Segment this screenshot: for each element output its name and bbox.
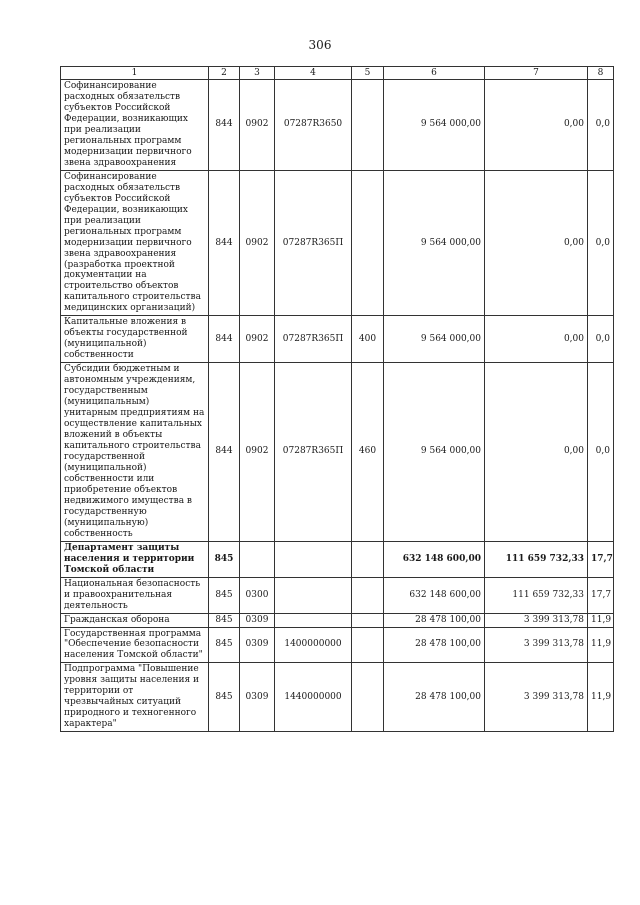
row-col3: 0309 (240, 663, 275, 732)
row-col8: 0,0 (588, 170, 614, 316)
row-col3: 0309 (240, 613, 275, 627)
row-name: Государственная программа "Обеспечение безопасности населения Томской области" (61, 627, 209, 663)
header-cell: 6 (384, 67, 485, 80)
header-row (61, 67, 614, 80)
row-col8: 0,0 (588, 316, 614, 363)
row-name: Подпрограмма "Повышение уровня защиты населения и территории от чрезвычайных ситуаций природного и техногенного характера" (61, 663, 209, 732)
row-col8: 11,9 (588, 613, 614, 627)
table-row (61, 663, 614, 732)
row-col7: 3 399 313,78 (485, 663, 588, 732)
header-cell: 7 (485, 67, 588, 80)
row-col8: 17,7 (588, 577, 614, 613)
row-col2: 845 (209, 663, 240, 732)
table-row (61, 613, 614, 627)
row-col4: 1440000000 (275, 663, 352, 732)
row-col6: 9 564 000,00 (384, 316, 485, 363)
row-name: Гражданская оборона (61, 613, 209, 627)
row-col3 (240, 541, 275, 577)
header-cell: 5 (352, 67, 384, 80)
row-col4: 07287R365П (275, 316, 352, 363)
header-cell: 8 (588, 67, 614, 80)
row-col5 (352, 80, 384, 171)
row-col2: 844 (209, 316, 240, 363)
header-cell: 4 (275, 67, 352, 80)
row-col6: 9 564 000,00 (384, 363, 485, 542)
row-col5 (352, 541, 384, 577)
row-col5: 460 (352, 363, 384, 542)
row-col4: 1400000000 (275, 627, 352, 663)
row-col6: 28 478 100,00 (384, 613, 485, 627)
row-col2: 845 (209, 577, 240, 613)
row-col6: 28 478 100,00 (384, 627, 485, 663)
row-col7: 111 659 732,33 (485, 541, 588, 577)
row-col4 (275, 541, 352, 577)
row-col5 (352, 663, 384, 732)
row-col5: 400 (352, 316, 384, 363)
row-col2: 844 (209, 170, 240, 316)
row-col7: 0,00 (485, 80, 588, 171)
row-col3: 0902 (240, 170, 275, 316)
table-row (61, 316, 614, 363)
row-col5 (352, 613, 384, 627)
row-col4: 07287R365П (275, 170, 352, 316)
row-col2: 845 (209, 613, 240, 627)
row-col8: 17,7 (588, 541, 614, 577)
row-col4 (275, 613, 352, 627)
row-name: Софинансирование расходных обязательств субъектов Российской Федерации, возникающих при реализации региональных программ модернизации первичного звена здравоохранения (разработка проектной документации на строительство объектов капитального строительства медицинских организаций) (61, 170, 209, 316)
table-row (61, 363, 614, 542)
row-col2: 844 (209, 80, 240, 171)
row-col6: 9 564 000,00 (384, 170, 485, 316)
row-col8: 0,0 (588, 363, 614, 542)
row-col5 (352, 627, 384, 663)
row-col8: 11,9 (588, 663, 614, 732)
row-name: Софинансирование расходных обязательств субъектов Российской Федерации, возникающих при реализации региональных программ модернизации первичного звена здравоохранения (61, 80, 209, 171)
row-col4: 07287R365П (275, 363, 352, 542)
row-col4: 07287R3650 (275, 80, 352, 171)
header-cell: 1 (61, 67, 209, 80)
page-number: 306 (308, 38, 332, 52)
row-col5 (352, 170, 384, 316)
row-col4 (275, 577, 352, 613)
row-col3: 0902 (240, 316, 275, 363)
row-col2: 845 (209, 627, 240, 663)
row-col3: 0902 (240, 80, 275, 171)
row-col8: 11,9 (588, 627, 614, 663)
row-col7: 3 399 313,78 (485, 613, 588, 627)
row-col6: 9 564 000,00 (384, 80, 485, 171)
row-col5 (352, 577, 384, 613)
table-row (61, 80, 614, 171)
row-col7: 0,00 (485, 363, 588, 542)
header-cell: 3 (240, 67, 275, 80)
row-name: Национальная безопасность и правоохранительная деятельность (61, 577, 209, 613)
row-name: Капитальные вложения в объекты государственной (муниципальной) собственности (61, 316, 209, 363)
row-col6: 632 148 600,00 (384, 577, 485, 613)
budget-table (60, 66, 614, 732)
row-col8: 0,0 (588, 80, 614, 171)
table-row-department (61, 541, 614, 577)
row-col2: 844 (209, 363, 240, 542)
row-col7: 0,00 (485, 170, 588, 316)
table-row (61, 170, 614, 316)
row-col6: 28 478 100,00 (384, 663, 485, 732)
row-name: Департамент защиты населения и территории Томской области (61, 541, 209, 577)
table-row (61, 577, 614, 613)
row-col3: 0902 (240, 363, 275, 542)
row-col6: 632 148 600,00 (384, 541, 485, 577)
row-col7: 0,00 (485, 316, 588, 363)
row-col3: 0300 (240, 577, 275, 613)
row-col3: 0309 (240, 627, 275, 663)
row-col2: 845 (209, 541, 240, 577)
row-name: Субсидии бюджетным и автономным учреждениям, государственным (муниципальным) унитарным предприятиям на осуществление капитальных вложений в объекты капитального строительства государственной (муниципальной) собственности или приобретение объектов недвижимого имущества в государственную (муниципальную) собственность (61, 363, 209, 542)
header-cell: 2 (209, 67, 240, 80)
table-row (61, 627, 614, 663)
row-col7: 111 659 732,33 (485, 577, 588, 613)
row-col7: 3 399 313,78 (485, 627, 588, 663)
